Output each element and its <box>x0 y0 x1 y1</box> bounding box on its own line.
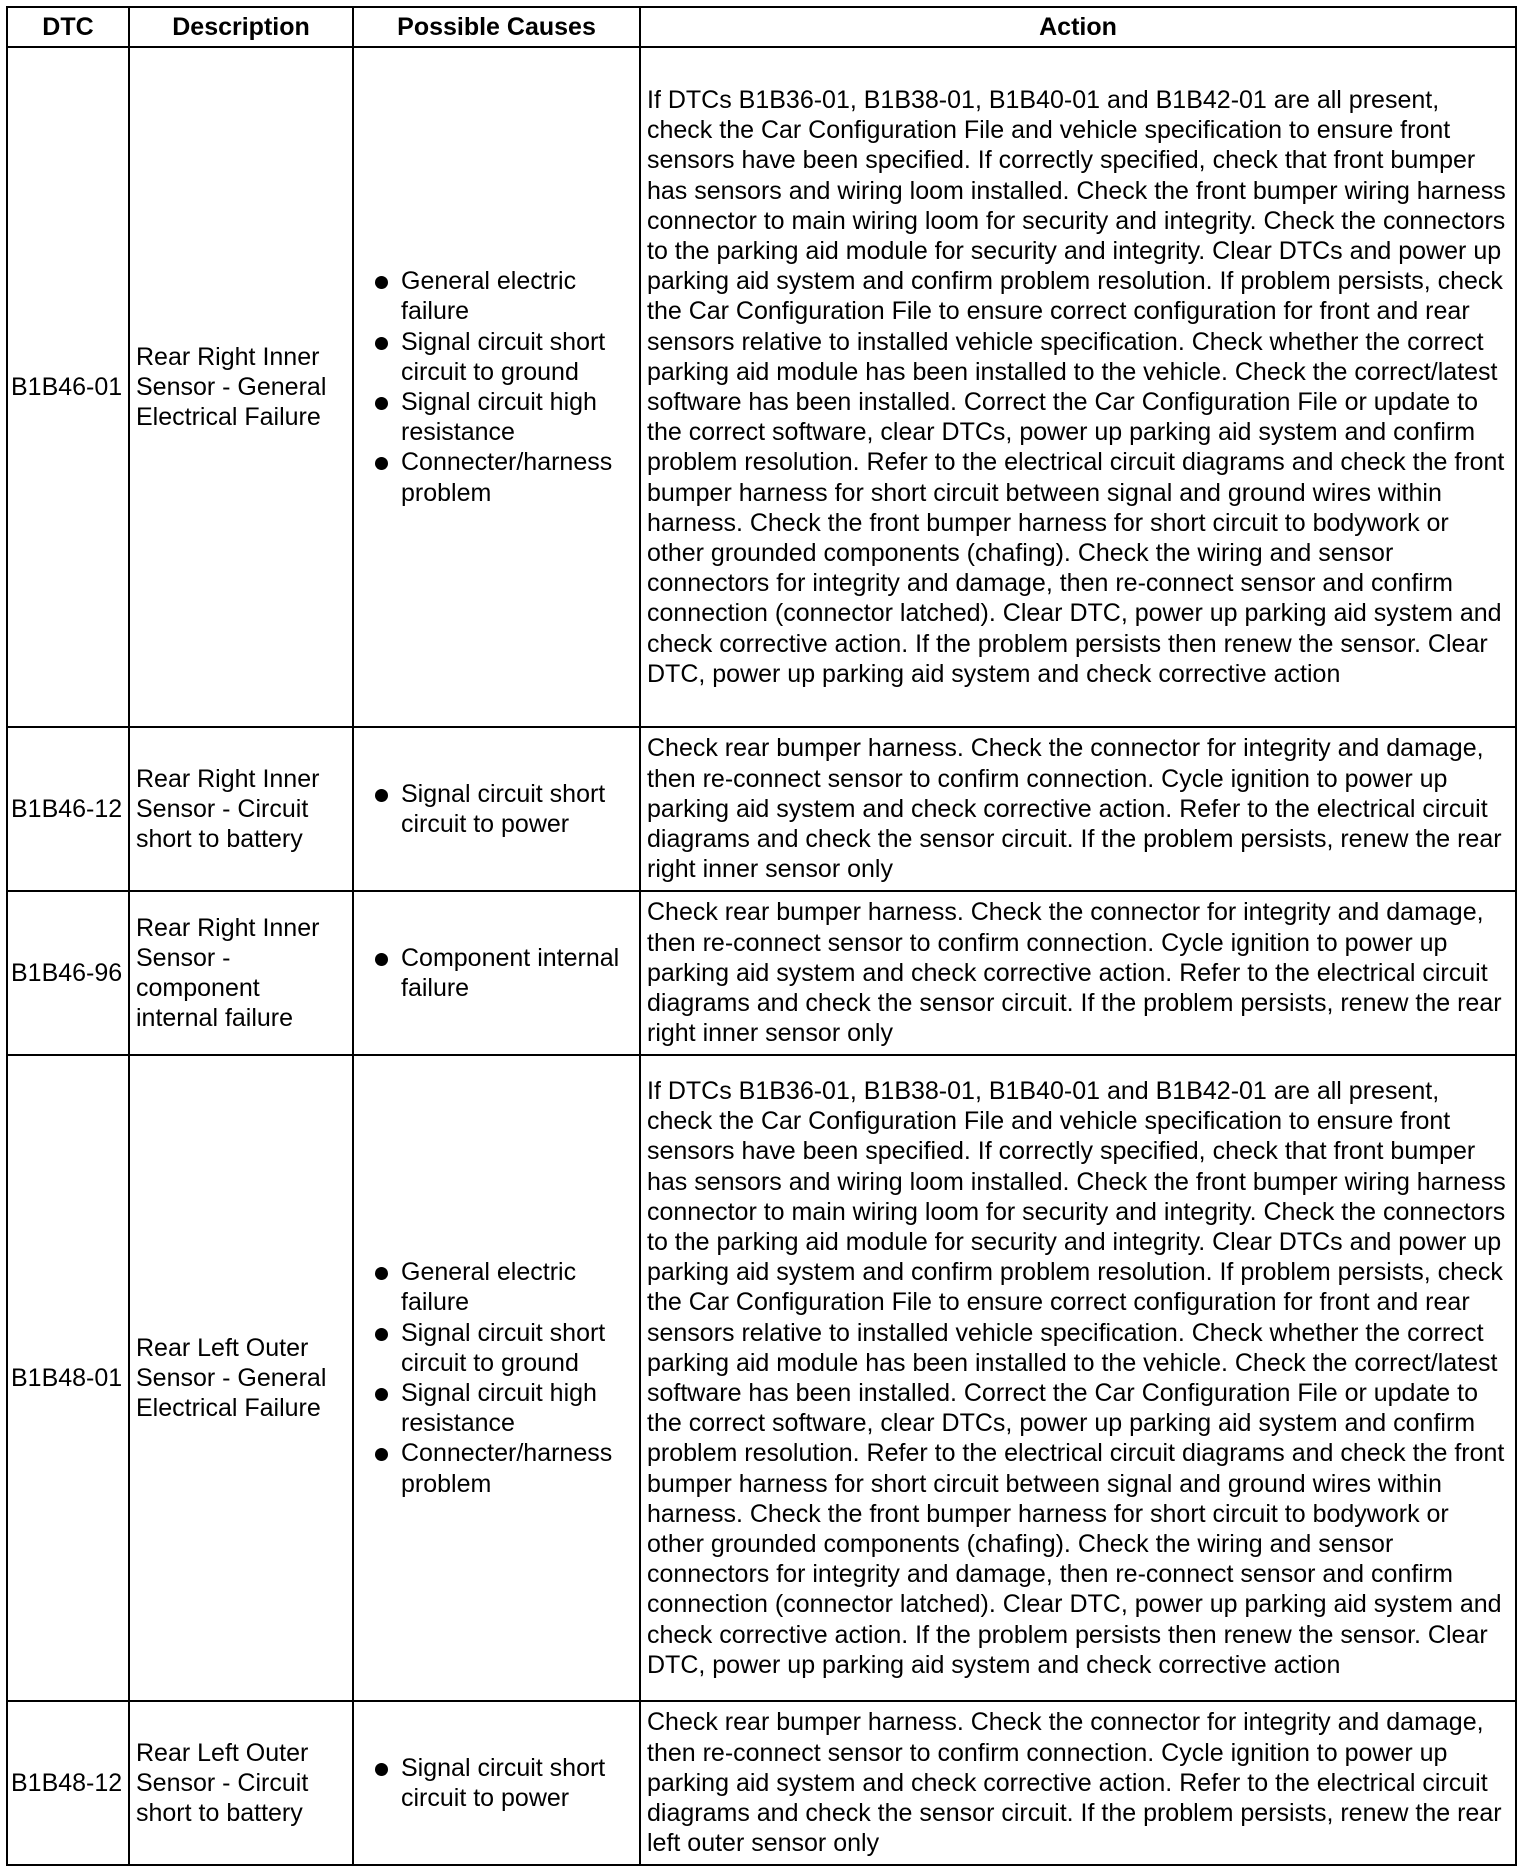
header-action: Action <box>640 7 1516 47</box>
cause-item: Connecter/harness problem <box>360 1438 635 1498</box>
action-text: Check rear bumper harness. Check the connector for integrity and damage, then re-connect sensor to confirm connection. Cycle ignition to power up parking aid system and check corrective action. Refer to the electrical circuit diagrams and check the sensor circuit. If the problem persists, renew the rear right inner sensor only <box>640 727 1516 891</box>
cause-item: General electric failure <box>360 1257 635 1317</box>
cause-item: Signal circuit short circuit to power <box>360 779 635 839</box>
action-text: Check rear bumper harness. Check the connector for integrity and damage, then re-connect sensor to confirm connection. Cycle ignition to power up parking aid system and check corrective action. Refer to the electrical circuit diagrams and check the sensor circuit. If the problem persists, renew the rear right inner sensor only <box>640 891 1516 1055</box>
causes-list <box>360 266 635 508</box>
cause-item: General electric failure <box>360 266 635 326</box>
causes-list <box>360 1257 635 1499</box>
dtc-description: Rear Right Inner Sensor - General Electrical Failure <box>129 47 353 727</box>
cause-item: Component internal failure <box>360 943 635 1003</box>
causes-list <box>360 943 635 1003</box>
dtc-description: Rear Right Inner Sensor - component internal failure <box>129 891 353 1055</box>
cause-item: Signal circuit short circuit to power <box>360 1753 635 1813</box>
dtc-description: Rear Left Outer Sensor - General Electrical Failure <box>129 1055 353 1701</box>
table-row <box>7 1055 1516 1701</box>
dtc-code: B1B46-01 <box>7 47 129 727</box>
dtc-code: B1B48-12 <box>7 1701 129 1865</box>
dtc-code: B1B46-12 <box>7 727 129 891</box>
dtc-description: Rear Right Inner Sensor - Circuit short to battery <box>129 727 353 891</box>
action-text: If DTCs B1B36-01, B1B38-01, B1B40-01 and B1B42-01 are all present, check the Car Configuration File and vehicle specification to ensure front sensors have been specified. If correctly specified, check that front bumper has sensors and wiring loom installed. Check the front bumper wiring harness connector to main wiring loom for security and integrity. Check the connectors to the parking aid module for security and integrity. Clear DTCs and power up parking aid system and confirm problem resolution. If problem persists, check the Car Configuration File to ensure correct configuration for front and rear sensors relative to installed vehicle specification. Check whether the correct parking aid module has been installed to the vehicle. Check the correct/latest software has been installed. Correct the Car Configuration File or update to the correct software, clear DTCs, power up parking aid system and confirm problem resolution. Refer to the electrical circuit diagrams and check the front bumper harness for short circuit between signal and ground wires within harness. Check the front bumper harness for short circuit to bodywork or other grounded components (chafing). Check the wiring and sensor connectors for integrity and damage, then re-connect sensor and confirm connection (connector latched). Clear DTC, power up parking aid system and check corrective action. If the problem persists then renew the sensor. Clear DTC, power up parking aid system and check corrective action <box>640 1055 1516 1701</box>
dtc-table <box>6 6 1517 1866</box>
cause-item: Signal circuit short circuit to ground <box>360 1318 635 1378</box>
table-row <box>7 727 1516 891</box>
table-header-row <box>7 7 1516 47</box>
dtc-code: B1B48-01 <box>7 1055 129 1701</box>
cause-item: Signal circuit high resistance <box>360 1378 635 1438</box>
possible-causes <box>353 727 640 891</box>
table-row <box>7 1701 1516 1865</box>
header-possible-causes: Possible Causes <box>353 7 640 47</box>
header-description: Description <box>129 7 353 47</box>
possible-causes <box>353 1055 640 1701</box>
possible-causes <box>353 891 640 1055</box>
causes-list <box>360 1753 635 1813</box>
dtc-code: B1B46-96 <box>7 891 129 1055</box>
action-text: If DTCs B1B36-01, B1B38-01, B1B40-01 and B1B42-01 are all present, check the Car Configuration File and vehicle specification to ensure front sensors have been specified. If correctly specified, check that front bumper has sensors and wiring loom installed. Check the front bumper wiring harness connector to main wiring loom for security and integrity. Check the connectors to the parking aid module for security and integrity. Clear DTCs and power up parking aid system and confirm problem resolution. If problem persists, check the Car Configuration File to ensure correct configuration for front and rear sensors relative to installed vehicle specification. Check whether the correct parking aid module has been installed to the vehicle. Check the correct/latest software has been installed. Correct the Car Configuration File or update to the correct software, clear DTCs, power up parking aid system and confirm problem resolution. Refer to the electrical circuit diagrams and check the front bumper harness for short circuit between signal and ground wires within harness. Check the front bumper harness for short circuit to bodywork or other grounded components (chafing). Check the wiring and sensor connectors for integrity and damage, then re-connect sensor and confirm connection (connector latched). Clear DTC, power up parking aid system and check corrective action. If the problem persists then renew the sensor. Clear DTC, power up parking aid system and check corrective action <box>640 47 1516 727</box>
cause-item: Signal circuit short circuit to ground <box>360 327 635 387</box>
table-row <box>7 47 1516 727</box>
header-dtc: DTC <box>7 7 129 47</box>
cause-item: Connecter/harness problem <box>360 447 635 507</box>
possible-causes <box>353 47 640 727</box>
dtc-description: Rear Left Outer Sensor - Circuit short to battery <box>129 1701 353 1865</box>
possible-causes <box>353 1701 640 1865</box>
causes-list <box>360 779 635 839</box>
cause-item: Signal circuit high resistance <box>360 387 635 447</box>
table-row <box>7 891 1516 1055</box>
action-text: Check rear bumper harness. Check the connector for integrity and damage, then re-connect sensor to confirm connection. Cycle ignition to power up parking aid system and check corrective action. Refer to the electrical circuit diagrams and check the sensor circuit. If the problem persists, renew the rear left outer sensor only <box>640 1701 1516 1865</box>
